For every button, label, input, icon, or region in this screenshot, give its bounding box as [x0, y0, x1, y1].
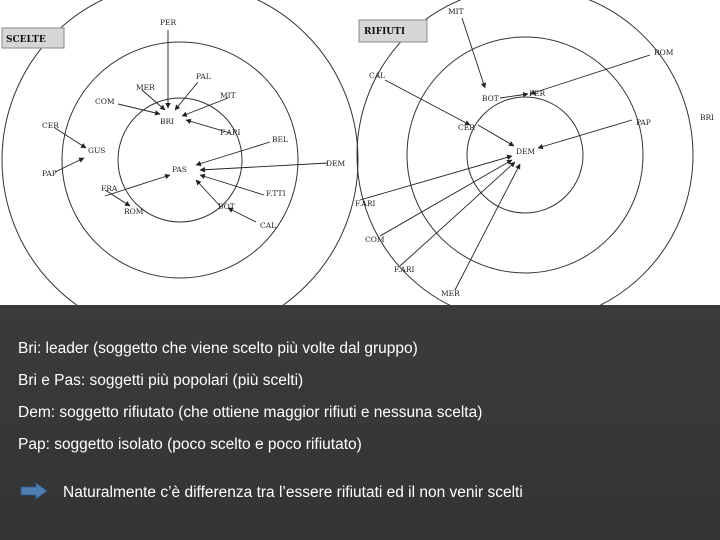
- label-f-tti: F.TTI: [266, 189, 286, 198]
- left-arrows: [55, 30, 328, 222]
- right-title: RIFIUTI: [364, 27, 406, 37]
- label-r-rom: ROM: [654, 48, 674, 57]
- arrow-right-icon: [20, 482, 48, 500]
- label-r-bri: BRI: [700, 113, 715, 122]
- label-com: COM: [95, 97, 115, 106]
- conclusion-text: Naturalmente c’è differenza tra l’essere rifiutati ed il non venir scelti: [63, 484, 523, 501]
- left-labels: [42, 18, 345, 230]
- label-r-f-ari-2: F.ARI: [394, 265, 415, 274]
- right-arrows: [360, 18, 650, 290]
- label-r-bot: BOT: [482, 94, 499, 103]
- label-cer: CER: [42, 121, 59, 130]
- label-per: PER: [160, 18, 177, 27]
- bullet-rejected: Dem: soggetto rifiutato (che ottiene maggior rifiuti e nessuna scelta): [18, 404, 483, 421]
- label-bri: BRI: [160, 117, 175, 126]
- label-bot: BOT: [218, 202, 235, 211]
- label-r-mit: MIT: [448, 7, 464, 16]
- label-mer: MER: [136, 83, 155, 92]
- label-r-f-ari-1: F.ARI: [355, 199, 376, 208]
- label-r-per: PER: [529, 89, 546, 98]
- label-pas: PAS: [172, 165, 187, 174]
- label-cal: CAL: [260, 221, 277, 230]
- label-dem: DEM: [326, 159, 346, 168]
- label-r-com: COM: [365, 235, 385, 244]
- bullet-popular: Bri e Pas: soggetti più popolari (più scelti): [18, 372, 304, 389]
- label-r-pap: PAP: [636, 118, 651, 127]
- label-rom: ROM: [124, 207, 144, 216]
- label-fra: FRA: [101, 184, 118, 193]
- label-mit: MIT: [220, 91, 236, 100]
- left-title: SCELTE: [6, 35, 46, 45]
- label-r-dem: DEM: [516, 147, 536, 156]
- label-pal: PAL: [196, 72, 211, 81]
- label-r-cer: CER: [458, 123, 475, 132]
- label-pap: PAP: [42, 169, 57, 178]
- label-bel: BEL: [272, 135, 288, 144]
- bullet-isolated: Pap: soggetto isolato (poco scelto e poco rifiutato): [18, 436, 362, 453]
- label-f-ari: F.ARI: [220, 128, 241, 137]
- label-r-mer: MER: [441, 289, 460, 298]
- bullet-leader: Bri: leader (soggetto che viene scelto più volte dal gruppo): [18, 340, 418, 357]
- left-middle-ring: [62, 42, 298, 278]
- label-r-cal: CAL: [369, 71, 386, 80]
- label-gus: GUS: [88, 146, 106, 155]
